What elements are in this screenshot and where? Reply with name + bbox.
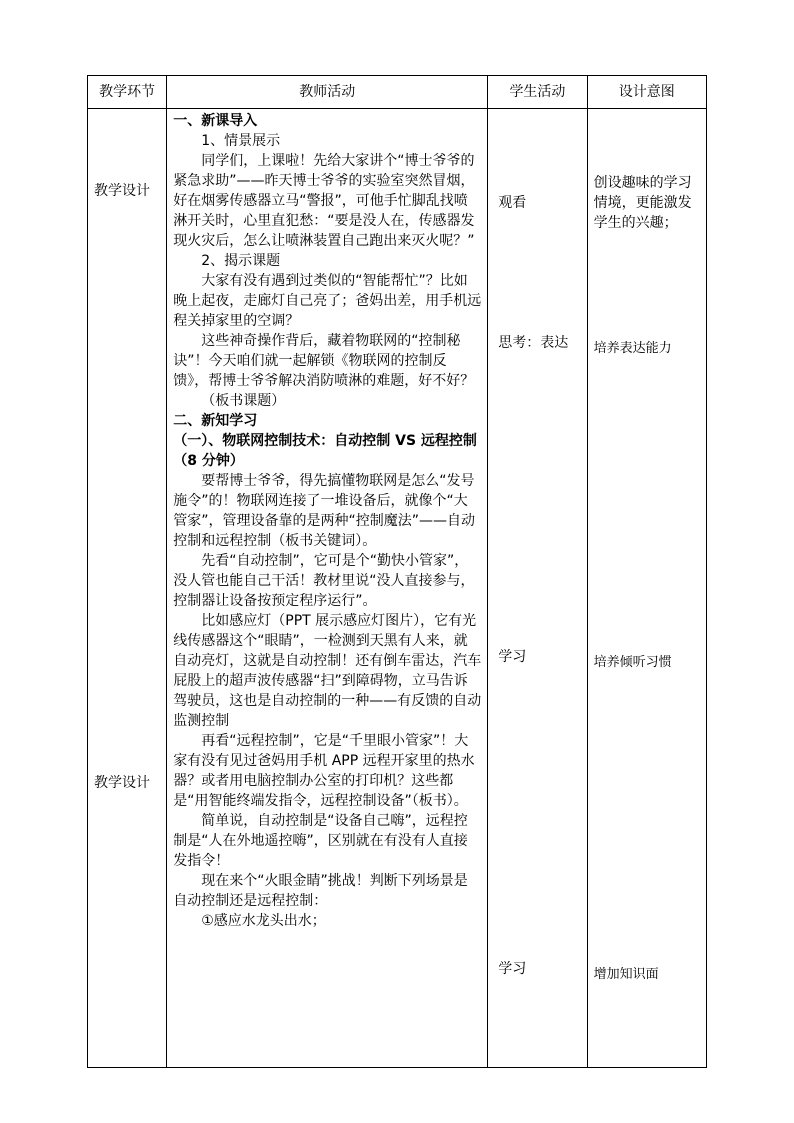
paragraph-scenario-1: ①感应水龙头出水； xyxy=(201,913,326,929)
purpose-expression: 培养表达能力 xyxy=(593,341,672,356)
student-activity-think: 思考：表达 xyxy=(498,335,569,351)
paragraph-remote-control: 再看“远程控制”，它是“千里眼小管家”！大家有没有见过爸妈用手机 APP 远程开家里的热水器？或者用电脑控制办公室的打印机？这些都是“用智能终端发指令，远程控制设备”（板书）。 xyxy=(173,733,475,809)
section-title-intro: 一、新课导入 xyxy=(173,113,258,129)
purpose-listening: 培养倾听习惯 xyxy=(593,655,672,670)
paragraph-examples: 大家有没有遇到过类似的“智能帮忙”？比如晚上起夜，走廊灯自己亮了；爸妈出差，用手机远程关掉家里的空调？ xyxy=(173,273,482,329)
table-body-row xyxy=(88,109,707,1068)
teacher-activity-cell xyxy=(167,109,488,1068)
paragraph-story: 同学们，上课啦！先给大家讲个“博士爷爷的紧急求助”——昨天博士爷爷的实验室突然冒烟，好在烟雾传感器立马“警报”，可他手忙脚乱找喷淋开关时，心里直犯愁：“要是没人在，传感器发现火灾后，怎么让喷淋装置自己跑出来灭火呢？” xyxy=(173,153,475,249)
stage-label-second: 教学设计 xyxy=(94,775,150,791)
purpose-interest: 创设趣味的学习情境，更能激发学生的兴趣； xyxy=(593,175,692,231)
purpose-knowledge: 增加知识面 xyxy=(593,967,659,982)
student-activity-learn-2: 学习 xyxy=(498,961,527,977)
stage-cell xyxy=(88,109,167,1068)
stage-label-first: 教学设计 xyxy=(94,183,150,199)
subheading-topic: 2、揭示课题 xyxy=(201,253,281,269)
paragraph-auto-control: 先看“自动控制”，它可是个“勤快小管家”，没人管也能自己干活！教材里说“没人直接参与，控制器让设备按预定程序运行”。 xyxy=(173,553,475,609)
header-design-purpose: 设计意图 xyxy=(587,76,706,109)
paragraph-board-note: （板书课题） xyxy=(201,393,286,409)
paragraph-sensor-light: 比如感应灯（PPT 展示感应灯图片），它有光线传感器这个“眼睛”，一检测到天黑有人来，就自动亮灯，这就是自动控制！还有倒车雷达，汽车屁股上的超声波传感器“扫”到障碍物，立马告诉驾驶员，这也是自动控制的一种——有反馈的自动监测控制 xyxy=(173,613,482,729)
design-purpose-cell xyxy=(587,109,706,1068)
table-header-row xyxy=(88,76,707,109)
header-stage: 教学环节 xyxy=(88,76,167,109)
subheading-scene: 1、情景展示 xyxy=(201,133,281,149)
student-activity-watch: 观看 xyxy=(498,195,527,211)
subsection-title-control: （一）、物联网控制技术：自动控制 VS 远程控制（8 分钟） xyxy=(173,433,477,469)
student-activity-learn-1: 学习 xyxy=(498,649,527,665)
section-title-new-knowledge: 二、新知学习 xyxy=(173,413,258,429)
header-teacher-activity: 教师活动 xyxy=(167,76,488,109)
header-student-activity: 学生活动 xyxy=(488,76,587,109)
student-activity-cell xyxy=(488,109,587,1068)
paragraph-challenge: 现在来个“火眼金睛”挑战！判断下列场景是自动控制还是远程控制： xyxy=(173,873,468,909)
paragraph-control-intro: 要帮博士爷爷，得先搞懂物联网是怎么“发号施令”的！物联网连接了一堆设备后，就像个“大管家”，管理设备靠的是两种“控制魔法”——自动控制和远程控制（板书关键词）。 xyxy=(173,473,476,549)
paragraph-summary: 简单说，自动控制是“设备自己嗨”，远程控制是“人在外地遥控嗨”，区别就在有没有人直接发指令！ xyxy=(173,813,468,869)
paragraph-topic-reveal: 这些神奇操作背后，藏着物联网的“控制秘诀”！今天咱们就一起解锁《物联网的控制反馈》，帮博士爷爷解决消防喷淋的难题，好不好？ xyxy=(173,333,475,389)
lesson-plan-table xyxy=(87,75,707,1068)
